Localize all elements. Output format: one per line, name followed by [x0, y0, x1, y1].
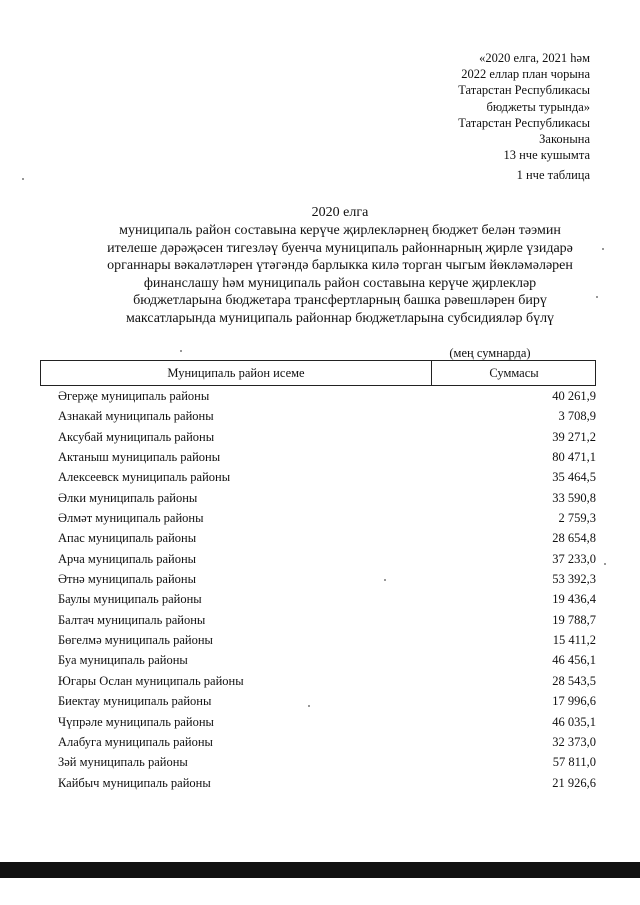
- table-row: [40, 528, 596, 548]
- district-name: Әлки муниципаль районы: [58, 490, 198, 505]
- column-header-name: Муниципаль район исеме: [41, 361, 432, 385]
- table-row: [40, 752, 596, 772]
- table-row: [40, 406, 596, 426]
- title-line: финанслашу һәм муниципаль район составына керүче җирлекләр: [143, 275, 537, 291]
- subsidy-amount: 19 788,7: [552, 612, 596, 627]
- table-body: [40, 386, 596, 793]
- subsidy-table: [40, 360, 596, 793]
- subsidy-amount: 21 926,6: [552, 775, 596, 790]
- scan-speck: [180, 350, 182, 352]
- district-name: Алексеевск муниципаль районы: [58, 470, 231, 485]
- district-name: Кайбыч муниципаль районы: [58, 775, 211, 790]
- table-row: [40, 447, 596, 467]
- subsidy-amount: 46 035,1: [552, 714, 596, 729]
- subsidy-amount: 28 654,8: [552, 531, 596, 546]
- district-name: Балтач муниципаль районы: [58, 612, 206, 627]
- scan-speck: [384, 579, 386, 581]
- subsidy-amount: 53 392,3: [552, 572, 596, 587]
- table-row: [40, 712, 596, 732]
- header-line: Татарстан Республикасы: [458, 115, 590, 130]
- subsidy-amount: 2 759,3: [558, 511, 596, 526]
- scan-speck: [22, 178, 24, 180]
- table-row: [40, 650, 596, 670]
- subsidy-amount: 35 464,5: [552, 470, 596, 485]
- table-row: [40, 386, 596, 406]
- subsidy-amount: 3 708,9: [558, 409, 596, 424]
- page-bottom-margin: [0, 878, 640, 905]
- district-name: Бөгелмә муниципаль районы: [58, 633, 213, 648]
- table-row: [40, 508, 596, 528]
- header-line: 13 нче кушымта: [503, 148, 590, 163]
- header-line: Законына: [539, 132, 590, 147]
- district-name: Алабуга муниципаль районы: [58, 734, 213, 749]
- district-name: Актаныш муниципаль районы: [58, 450, 221, 465]
- title-line: бюджетларына бюджетара трансфертларның башка рәвешләрен бирү: [133, 293, 547, 309]
- district-name: Баулы муниципаль районы: [58, 592, 202, 607]
- document-title: [60, 222, 620, 328]
- district-name: Югары Ослан муниципаль районы: [58, 673, 244, 688]
- title-line: максатларында муниципаль районнар бюджетларына субсидияләр бүлү: [125, 310, 555, 326]
- district-name: Аксубай муниципаль районы: [58, 429, 215, 444]
- district-name: Зәй муниципаль районы: [58, 755, 188, 770]
- scan-speck: [602, 248, 604, 250]
- scan-speck: [596, 296, 598, 298]
- table-row: [40, 671, 596, 691]
- subsidy-amount: 19 436,4: [552, 592, 596, 607]
- title-line: органнары вәкаләтләрен үтәгәндә барлыкка килә торган чыгым йөкләмәләрен: [107, 258, 573, 274]
- table-header: [40, 360, 596, 386]
- table-row: [40, 610, 596, 630]
- subsidy-amount: 40 261,9: [552, 389, 596, 403]
- district-name: Биектау муниципаль районы: [58, 694, 212, 709]
- header-line: бюджеты турында»: [486, 99, 590, 114]
- header-line: 2022 еллар план чорына: [461, 67, 590, 82]
- table-row: [40, 773, 596, 793]
- district-name: Арча муниципаль районы: [58, 551, 197, 566]
- scan-speck: [308, 705, 310, 707]
- column-header-sum: Суммасы: [489, 366, 539, 380]
- header-line: «2020 елга, 2021 һәм: [479, 51, 590, 65]
- district-name: Азнакай муниципаль районы: [58, 409, 214, 424]
- district-name: Әтнә муниципаль районы: [58, 572, 197, 587]
- scan-bottom-edge: [0, 862, 640, 878]
- subsidy-amount: 28 543,5: [552, 673, 596, 688]
- table-row: [40, 427, 596, 447]
- district-name: Чүпрәле муниципаль районы: [58, 714, 214, 729]
- district-name: Әгерҗе муниципаль районы: [58, 389, 210, 403]
- subsidy-amount: 17 996,6: [552, 694, 596, 709]
- district-name: Әлмәт муниципаль районы: [58, 511, 204, 526]
- table-number: 1 нче таблица: [516, 168, 590, 182]
- scan-speck: [604, 563, 606, 565]
- table-row: [40, 630, 596, 650]
- unit-note: (мең сумнарда): [449, 346, 531, 360]
- subsidy-amount: 33 590,8: [552, 490, 596, 505]
- title-line: муниципаль район составына керүче җирлекләрнең бюджет белән тәэмин: [119, 223, 561, 238]
- table-row: [40, 589, 596, 609]
- subsidy-amount: 15 411,2: [552, 633, 596, 648]
- table-row: [40, 467, 596, 487]
- district-name: Буа муниципаль районы: [58, 653, 188, 668]
- subsidy-amount: 80 471,1: [552, 450, 596, 465]
- subsidy-amount: 46 456,1: [552, 653, 596, 668]
- table-row: [40, 569, 596, 589]
- subsidy-amount: 32 373,0: [552, 734, 596, 749]
- header-line: Татарстан Республикасы: [458, 83, 590, 98]
- subsidy-amount: 37 233,0: [552, 551, 596, 566]
- table-row: [40, 488, 596, 508]
- title-year: 2020 елга: [311, 205, 369, 220]
- table-row: [40, 691, 596, 711]
- subsidy-amount: 57 811,0: [552, 755, 596, 770]
- title-line: ителеше дәрәҗәсен тигезләү буенча муниципаль районнарның җирле үзидарә: [107, 240, 573, 256]
- subsidy-amount: 39 271,2: [552, 429, 596, 444]
- district-name: Апас муниципаль районы: [58, 531, 197, 546]
- law-appendix-header: [400, 50, 590, 163]
- table-row: [40, 549, 596, 569]
- table-row: [40, 732, 596, 752]
